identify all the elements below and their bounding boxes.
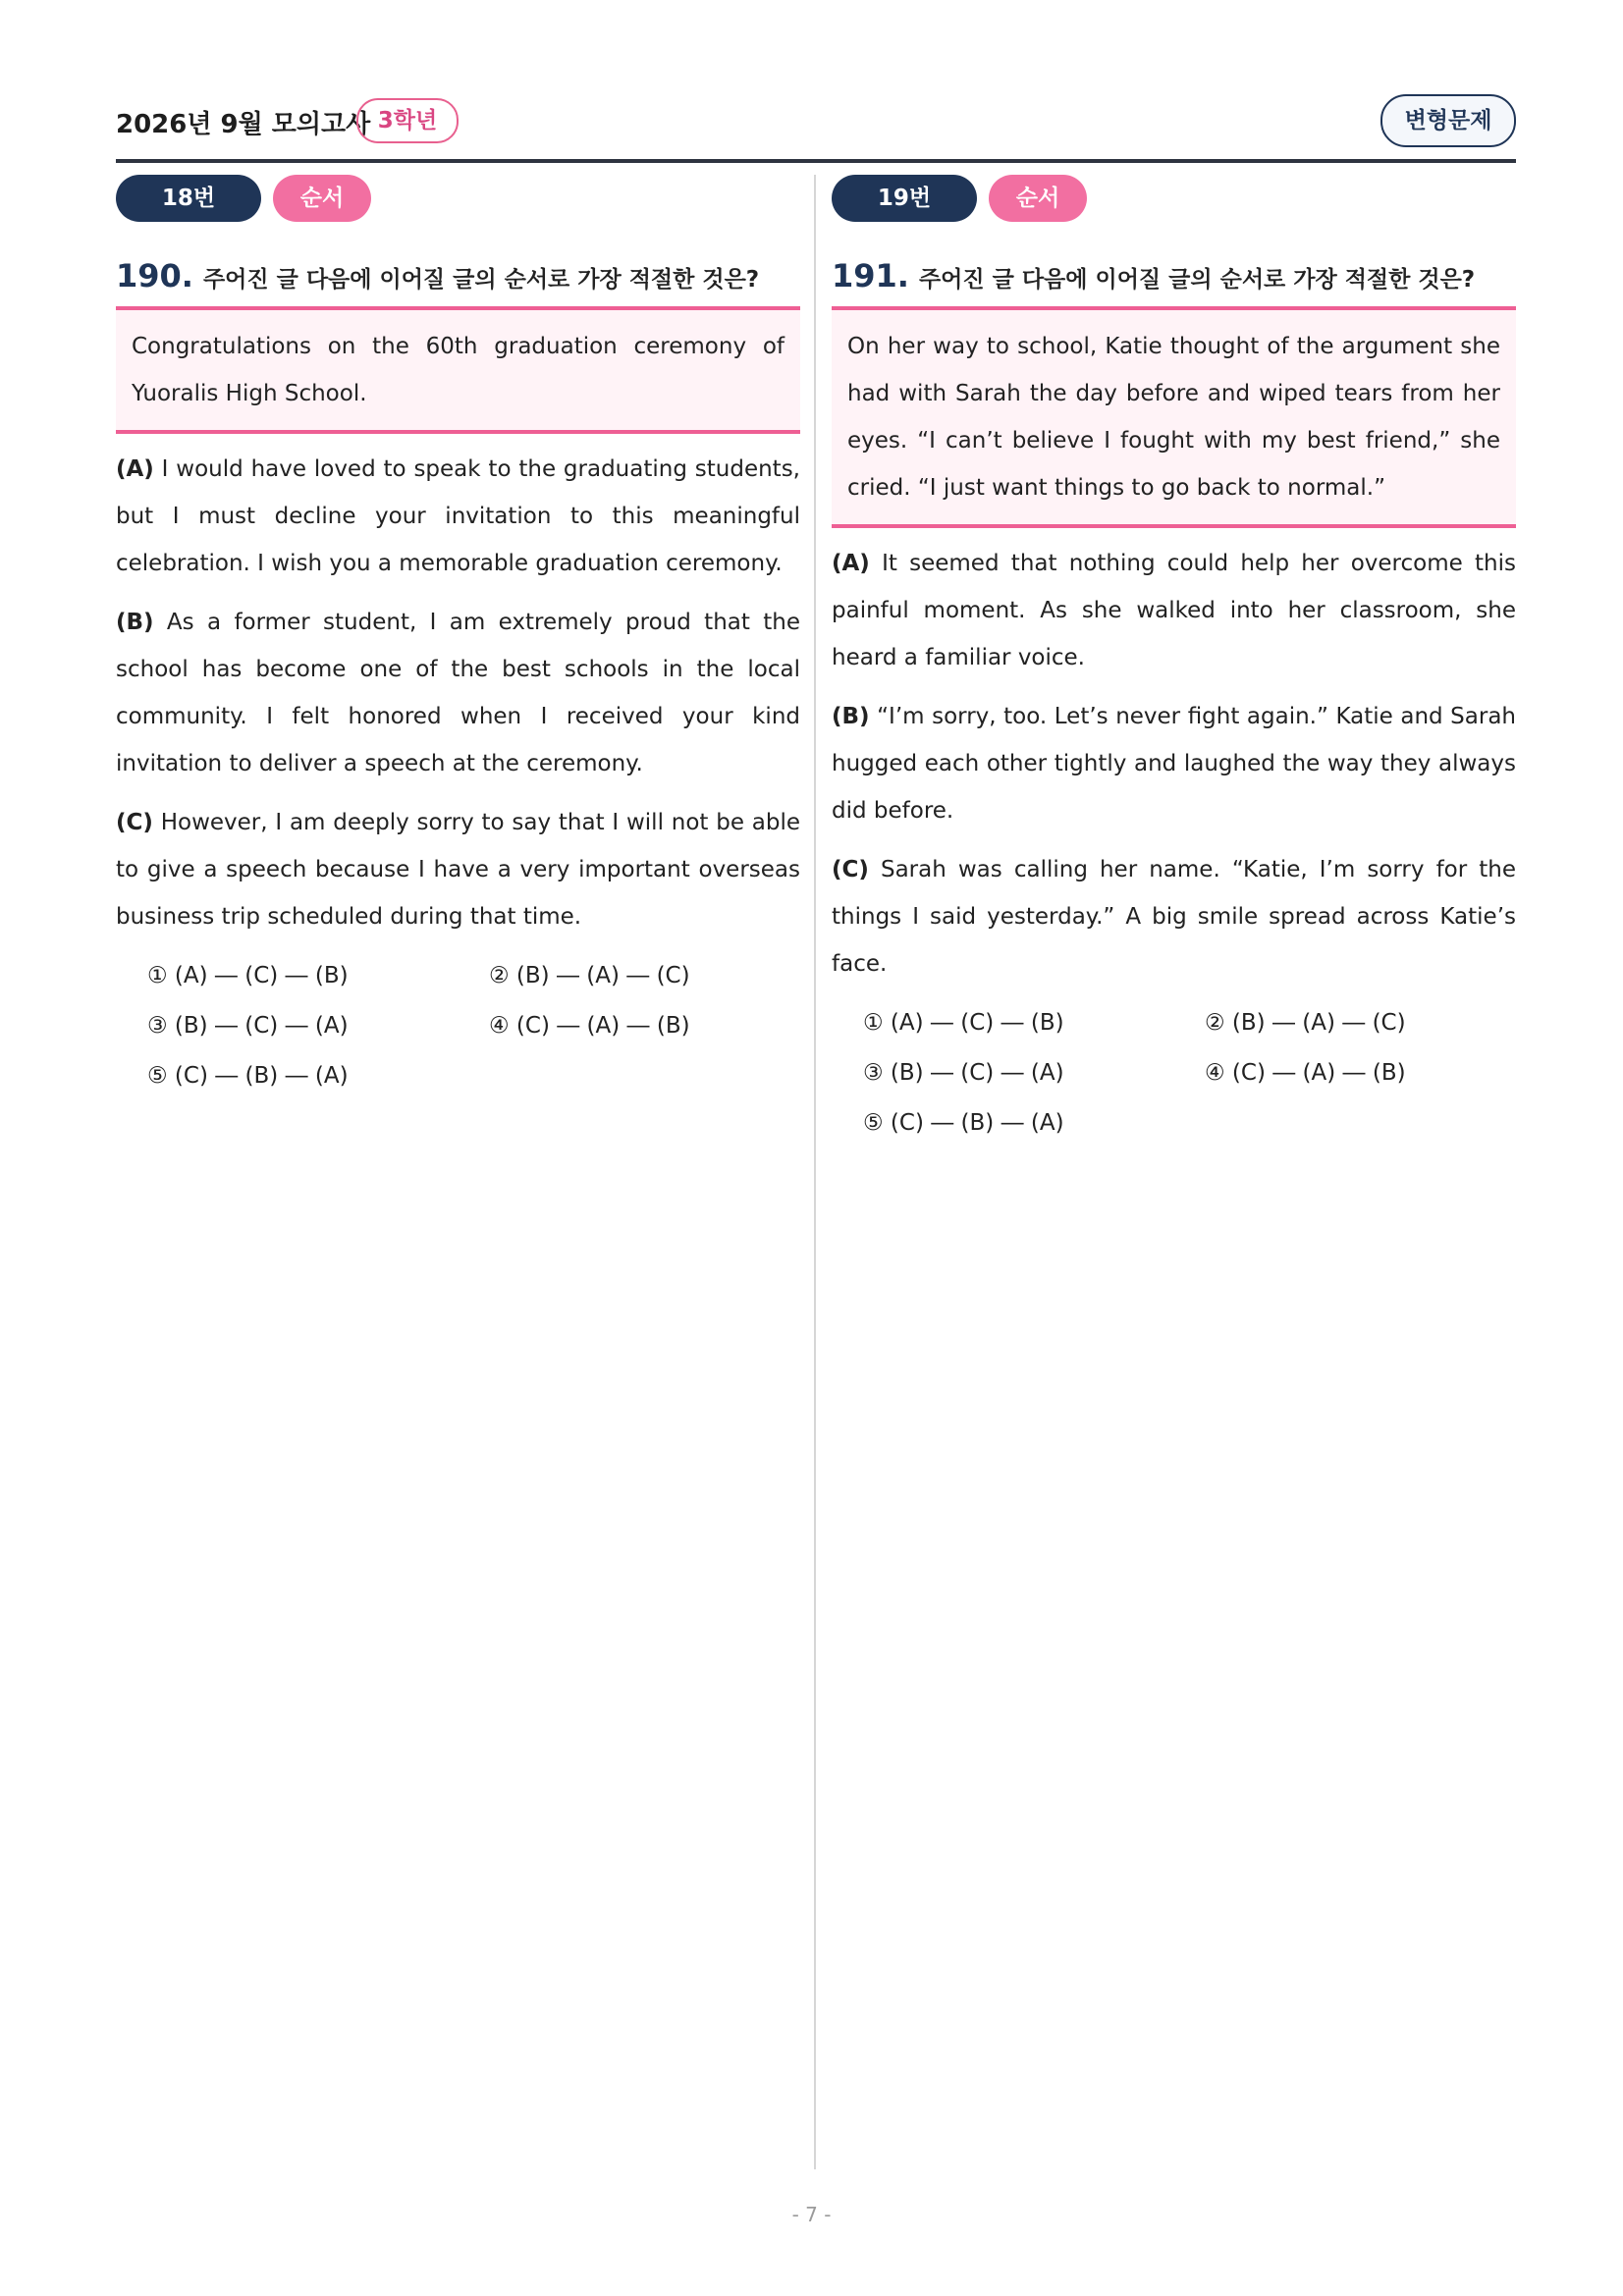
question-heading [832,257,1516,296]
choice-1[interactable]: ① (A) ― (C) ― (B) [863,1010,1064,1036]
question-prompt: 주어진 글 다음에 이어질 글의 순서로 가장 적절한 것은? [202,267,760,293]
page-header [116,94,1516,163]
exam-title: 2026년 9월 모의고사 [116,110,371,139]
paragraph-text: As a former student, I am extremely proud that the school has become one of the best schools in the local community. I felt honored when I received your kind invitation to deliver a speech at the ceremony. [116,610,800,776]
section-number-badge: 19번 [832,175,977,222]
section-number-badge: 18번 [116,175,261,222]
question-prompt: 주어진 글 다음에 이어질 글의 순서로 가장 적절한 것은? [918,267,1476,293]
paragraph-a [832,540,1516,681]
paragraph-label: (A) [116,456,154,482]
paragraph-c [832,846,1516,988]
choice-1[interactable]: ① (A) ― (C) ― (B) [147,963,349,988]
question-badges [832,175,1516,222]
question-190 [116,175,800,1108]
answer-choices [832,1005,1516,1155]
choice-2[interactable]: ② (B) ― (A) ― (C) [489,963,690,988]
choice-4[interactable]: ④ (C) ― (A) ― (B) [489,1013,690,1039]
choice-5[interactable]: ⑤ (C) ― (B) ― (A) [863,1110,1064,1136]
question-heading [116,257,800,296]
paragraph-c [116,799,800,940]
paragraph-label: (C) [116,810,153,835]
category-badge: 순서 [989,175,1087,222]
paragraph-b [116,599,800,787]
question-number: 191. [832,257,909,294]
question-badges [116,175,800,222]
choice-5[interactable]: ⑤ (C) ― (B) ― (A) [147,1063,349,1089]
answer-choices [116,958,800,1108]
column-divider [814,175,816,2169]
paragraph-text: “I’m sorry, too. Let’s never fight again.” Katie and Sarah hugged each other tightly and laughed the way they always did before. [832,704,1517,824]
page-number: - 7 - [791,2203,832,2226]
paragraph-label: (B) [116,610,154,635]
paragraph-text: It seemed that nothing could help her overcome this painful moment. As she walked into her classroom, she heard a familiar voice. [832,551,1516,670]
choice-3[interactable]: ③ (B) ― (C) ― (A) [863,1060,1064,1086]
paragraph-text: However, I am deeply sorry to say that I will not be able to give a speech because I have a very important overseas business trip scheduled during that time. [116,810,801,930]
question-number: 190. [116,257,193,294]
choice-4[interactable]: ④ (C) ― (A) ― (B) [1205,1060,1406,1086]
given-passage: Congratulations on the 60th graduation ceremony of Yuoralis High School. [116,306,800,434]
given-passage: On her way to school, Katie thought of the argument she had with Sarah the day before and wiped tears from her eyes. “I can’t believe I fought with my best friend,” she cried. “I just want things to go back to normal.” [832,306,1516,528]
choice-2[interactable]: ② (B) ― (A) ― (C) [1205,1010,1406,1036]
paragraph-text: I would have loved to speak to the graduating students, but I must decline your invitation to this meaningful celebration. I wish you a memorable graduation ceremony. [116,456,800,576]
category-badge: 순서 [273,175,371,222]
paragraph-label: (B) [832,704,870,729]
paragraph-text: Sarah was calling her name. “Katie, I’m sorry for the things I said yesterday.” A big smile spread across Katie’s face. [832,857,1517,977]
question-191 [832,175,1516,1155]
question-type-badge: 변형문제 [1380,94,1516,147]
paragraph-label: (A) [832,551,870,576]
paragraph-label: (C) [832,857,869,882]
choice-3[interactable]: ③ (B) ― (C) ― (A) [147,1013,349,1039]
grade-badge: 3학년 [356,98,459,143]
paragraph-a [116,446,800,587]
paragraph-b [832,693,1516,834]
